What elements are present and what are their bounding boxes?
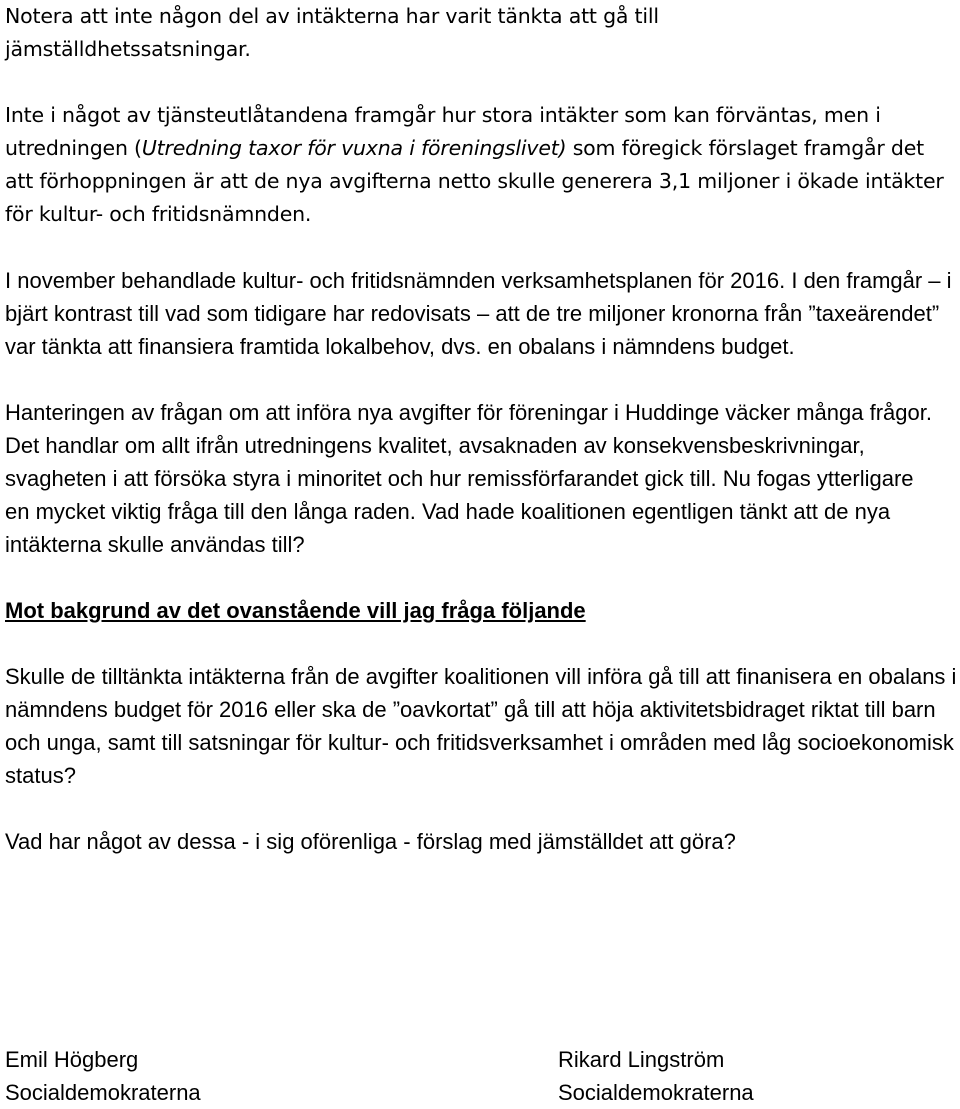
signature-party: Socialdemokraterna: [558, 1080, 754, 1105]
question-2: Vad har något av dessa - i sig oförenliga - förslag med jämställdet att göra?: [5, 829, 736, 854]
paragraph-2-part-a: Inte i något av tjänsteutlåtandena framgår hur stora intäkter som kan förväntas, men i utredningen (: [5, 103, 881, 160]
paragraph-3: I november behandlade kultur- och fritidsnämnden verksamhetsplanen för 2016. I den framgår – i bjärt kontrast till vad som tidigare har redovisats – att de tre miljoner kronorna från ”taxeärendet” var tänkta att finansiera framtida lokalbehov, dvs. en obalans i nämndens budget.: [5, 268, 952, 359]
section-heading: Mot bakgrund av det ovanstående vill jag fråga följande: [5, 598, 586, 623]
signature-name: Emil Högberg: [5, 1047, 139, 1072]
paragraph-1: Notera att inte någon del av intäkterna har varit tänkta att gå till jämställdhetssatsningar.: [5, 4, 659, 61]
paragraph-2-italic-title: Utredning taxor för vuxna i föreningslivet): [141, 136, 567, 160]
document-body: [5, 0, 955, 858]
signature-right: [558, 1043, 754, 1109]
signature-name: Rikard Lingström: [558, 1047, 725, 1072]
signature-left: [5, 1043, 201, 1109]
question-1: Skulle de tilltänkta intäkterna från de avgifter koalitionen vill införa gå till att finanisera en obalans i nämndens budget för 2016 eller ska de ”oavkortat” gå till att höja aktivitetsbidraget riktat till barn och unga, samt till satsningar för kultur- och fritidsverksamhet i områden med låg socioekonomisk status?: [5, 664, 957, 788]
paragraph-2: [5, 99, 955, 231]
paragraph-4: Hanteringen av frågan om att införa nya avgifter för föreningar i Huddinge väcker många frågor. Det handlar om allt ifrån utredningens kvalitet, avsaknaden av konsekvensbeskrivningar, svagheten i att försöka styra i minoritet och hur remissförfarandet gick till. Nu fogas ytterligare en mycket viktig fråga till den långa raden. Vad hade koalitionen egentligen tänkt att de nya intäkterna skulle användas till?: [5, 400, 932, 557]
signature-party: Socialdemokraterna: [5, 1080, 201, 1105]
paragraph-2-part-b: som föregick förslaget framgår det att förhoppningen är att de nya avgifterna netto skulle generera 3,1 miljoner i ökade intäkter för kultur- och fritidsnämnden.: [5, 136, 944, 226]
